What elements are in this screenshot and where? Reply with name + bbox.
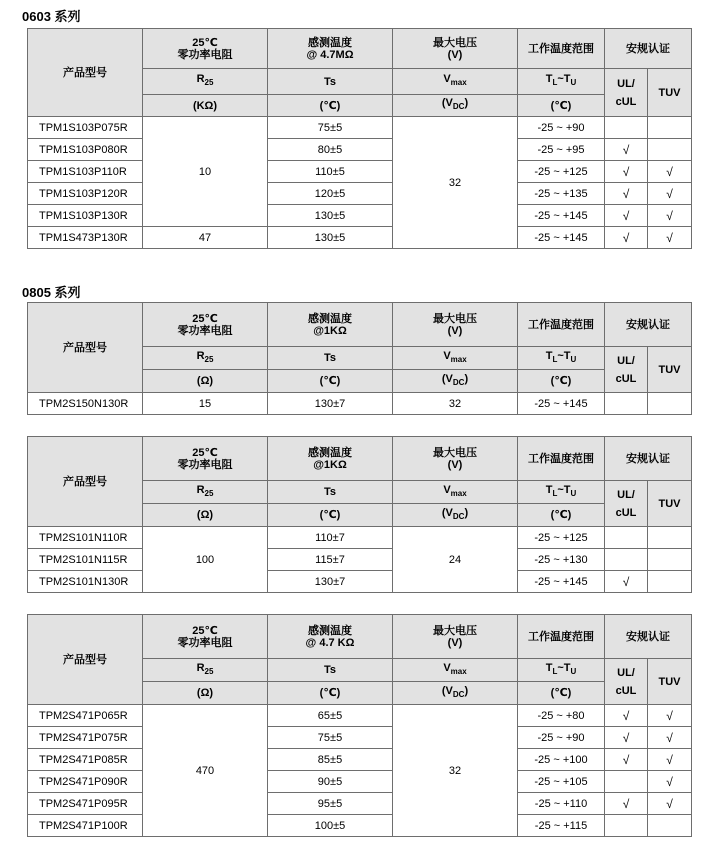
model-cell: TPM2S150N130R	[28, 393, 143, 415]
tuv-cell: √	[648, 771, 692, 793]
spec-table-0603	[27, 28, 692, 249]
header-unit-c2: (℃)	[518, 370, 605, 393]
vmax-value: 32	[393, 117, 518, 249]
tuv-cell: √	[648, 227, 692, 249]
table-row	[28, 771, 692, 793]
r25-value: 100	[143, 527, 268, 593]
header-operating-temp: 工作温度范围	[518, 437, 605, 481]
ul-cell: √	[605, 205, 648, 227]
table-row	[28, 393, 692, 415]
ts-cell: 120±5	[268, 183, 393, 205]
header-model: 产品型号	[28, 303, 143, 393]
header-sensing-temp: 感测温度 @1KΩ	[268, 303, 393, 347]
ul-cell: √	[605, 571, 648, 593]
header-unit-r: (Ω)	[143, 682, 268, 705]
temp-range-cell: -25 ~ +90	[518, 727, 605, 749]
header-tuv: TUV	[648, 659, 692, 705]
temp-range-cell: -25 ~ +90	[518, 117, 605, 139]
header-unit-c: (℃)	[268, 95, 393, 117]
table-row	[28, 205, 692, 227]
tuv-cell	[648, 117, 692, 139]
header-unit-c2: (℃)	[518, 504, 605, 527]
header-zero-power-resistance: 25℃ 零功率电阻	[143, 29, 268, 69]
tuv-cell: √	[648, 705, 692, 727]
header-vmax: $V_{max}$	[393, 69, 518, 95]
header-sensing-temp: 感测温度 @ 4.7 KΩ	[268, 615, 393, 659]
header-certification: 安规认证	[605, 437, 692, 481]
header-unit-vdc: $(V_{DC})$	[393, 504, 518, 527]
tuv-cell: √	[648, 161, 692, 183]
tuv-cell: √	[648, 205, 692, 227]
r25-value: 10	[143, 117, 268, 227]
ts-cell: 130±7	[268, 571, 393, 593]
temp-range-cell: -25 ~ +145	[518, 227, 605, 249]
table-row	[28, 705, 692, 727]
header-ul-cul: UL/ cUL	[605, 659, 648, 705]
section-title-0603: 0603 系列	[22, 9, 81, 24]
spec-table-0805-15	[27, 302, 692, 415]
r25-value: 15	[143, 393, 268, 415]
header-zero-power-resistance: 25℃ 零功率电阻	[143, 437, 268, 481]
header-tuv: TUV	[648, 347, 692, 393]
header-ts: Ts	[268, 481, 393, 504]
ts-cell: 115±7	[268, 549, 393, 571]
model-cell: TPM2S471P085R	[28, 749, 143, 771]
ts-cell: 65±5	[268, 705, 393, 727]
ul-cell	[605, 527, 648, 549]
temp-range-cell: -25 ~ +145	[518, 393, 605, 415]
header-model: 产品型号	[28, 29, 143, 117]
tuv-cell	[648, 527, 692, 549]
table-row	[28, 183, 692, 205]
header-unit-c2: (℃)	[518, 95, 605, 117]
header-unit-vdc: $(V_{DC})$	[393, 95, 518, 117]
model-cell: TPM2S471P100R	[28, 815, 143, 837]
tuv-cell	[648, 393, 692, 415]
header-ts: Ts	[268, 347, 393, 370]
header-tl-tu: $T_L\sim T_U$	[518, 69, 605, 95]
header-ts: Ts	[268, 659, 393, 682]
header-max-voltage: 最大电压 (V)	[393, 615, 518, 659]
model-cell: TPM1S103P075R	[28, 117, 143, 139]
table-row	[28, 117, 692, 139]
header-operating-temp: 工作温度范围	[518, 615, 605, 659]
ul-cell	[605, 393, 648, 415]
header-unit-r: (KΩ)	[143, 95, 268, 117]
model-cell: TPM2S471P075R	[28, 727, 143, 749]
model-cell: TPM2S471P095R	[28, 793, 143, 815]
table-row	[28, 815, 692, 837]
tuv-cell: √	[648, 727, 692, 749]
ul-cell: √	[605, 749, 648, 771]
model-cell: TPM2S471P090R	[28, 771, 143, 793]
header-model: 产品型号	[28, 615, 143, 705]
ts-cell: 110±7	[268, 527, 393, 549]
header-sensing-temp: 感测温度 @1KΩ	[268, 437, 393, 481]
header-zero-power-resistance: 25℃ 零功率电阻	[143, 303, 268, 347]
model-cell: TPM2S101N110R	[28, 527, 143, 549]
section-title-0805: 0805 系列	[22, 285, 81, 300]
header-certification: 安规认证	[605, 615, 692, 659]
ts-cell: 95±5	[268, 793, 393, 815]
table-row	[28, 227, 692, 249]
ul-cell	[605, 815, 648, 837]
ul-cell: √	[605, 161, 648, 183]
table-row	[28, 749, 692, 771]
temp-range-cell: -25 ~ +145	[518, 571, 605, 593]
ul-cell	[605, 771, 648, 793]
tuv-cell: √	[648, 793, 692, 815]
header-unit-c: (℃)	[268, 504, 393, 527]
table-row	[28, 549, 692, 571]
ul-cell	[605, 117, 648, 139]
header-unit-r: (Ω)	[143, 370, 268, 393]
ts-cell: 130±5	[268, 227, 393, 249]
header-operating-temp: 工作温度范围	[518, 303, 605, 347]
header-tl-tu: $T_L\sim T_U$	[518, 481, 605, 504]
header-model: 产品型号	[28, 437, 143, 527]
header-r25: $R_{25}$	[143, 69, 268, 95]
header-r25: $R_{25}$	[143, 347, 268, 370]
ts-cell: 90±5	[268, 771, 393, 793]
model-cell: TPM1S103P110R	[28, 161, 143, 183]
table-row	[28, 161, 692, 183]
temp-range-cell: -25 ~ +115	[518, 815, 605, 837]
vmax-value: 24	[393, 527, 518, 593]
header-vmax: $V_{max}$	[393, 659, 518, 682]
header-unit-c: (℃)	[268, 370, 393, 393]
ul-cell: √	[605, 139, 648, 161]
temp-range-cell: -25 ~ +100	[518, 749, 605, 771]
temp-range-cell: -25 ~ +145	[518, 205, 605, 227]
table-row	[28, 527, 692, 549]
ul-cell: √	[605, 183, 648, 205]
header-vmax: $V_{max}$	[393, 347, 518, 370]
temp-range-cell: -25 ~ +130	[518, 549, 605, 571]
header-max-voltage: 最大电压 (V)	[393, 29, 518, 69]
temp-range-cell: -25 ~ +135	[518, 183, 605, 205]
header-tl-tu: $T_L\sim T_U$	[518, 347, 605, 370]
ul-cell: √	[605, 705, 648, 727]
temp-range-cell: -25 ~ +125	[518, 527, 605, 549]
header-unit-vdc: $(V_{DC})$	[393, 682, 518, 705]
tuv-cell	[648, 815, 692, 837]
ts-cell: 100±5	[268, 815, 393, 837]
header-unit-r: (Ω)	[143, 504, 268, 527]
temp-range-cell: -25 ~ +105	[518, 771, 605, 793]
model-cell: TPM1S473P130R	[28, 227, 143, 249]
header-ul-cul: UL/ cUL	[605, 481, 648, 527]
header-certification: 安规认证	[605, 303, 692, 347]
ts-cell: 75±5	[268, 727, 393, 749]
temp-range-cell: -25 ~ +110	[518, 793, 605, 815]
header-ts: Ts	[268, 69, 393, 95]
header-r25: $R_{25}$	[143, 659, 268, 682]
tuv-cell: √	[648, 749, 692, 771]
tuv-cell	[648, 571, 692, 593]
table-row	[28, 793, 692, 815]
header-unit-vdc: $(V_{DC})$	[393, 370, 518, 393]
r25-value: 470	[143, 705, 268, 837]
spec-table-0805-100	[27, 436, 692, 593]
header-sensing-temp: 感测温度 @ 4.7MΩ	[268, 29, 393, 69]
ts-cell: 80±5	[268, 139, 393, 161]
header-certification: 安规认证	[605, 29, 692, 69]
header-vmax: $V_{max}$	[393, 481, 518, 504]
table-row	[28, 727, 692, 749]
header-unit-c: (℃)	[268, 682, 393, 705]
spec-table-0805-470	[27, 614, 692, 837]
tuv-cell	[648, 549, 692, 571]
r25-value: 47	[143, 227, 268, 249]
ul-cell: √	[605, 793, 648, 815]
model-cell: TPM1S103P130R	[28, 205, 143, 227]
ts-cell: 130±7	[268, 393, 393, 415]
header-max-voltage: 最大电压 (V)	[393, 437, 518, 481]
temp-range-cell: -25 ~ +80	[518, 705, 605, 727]
header-zero-power-resistance: 25℃ 零功率电阻	[143, 615, 268, 659]
header-ul-cul: UL/ cUL	[605, 69, 648, 117]
tuv-cell: √	[648, 183, 692, 205]
vmax-value: 32	[393, 393, 518, 415]
ul-cell: √	[605, 727, 648, 749]
model-cell: TPM1S103P080R	[28, 139, 143, 161]
ul-cell: √	[605, 227, 648, 249]
ts-cell: 85±5	[268, 749, 393, 771]
ts-cell: 75±5	[268, 117, 393, 139]
ts-cell: 130±5	[268, 205, 393, 227]
header-unit-c2: (℃)	[518, 682, 605, 705]
header-tuv: TUV	[648, 481, 692, 527]
header-ul-cul: UL/ cUL	[605, 347, 648, 393]
temp-range-cell: -25 ~ +125	[518, 161, 605, 183]
ts-cell: 110±5	[268, 161, 393, 183]
table-row	[28, 139, 692, 161]
tuv-cell	[648, 139, 692, 161]
header-tl-tu: $T_L\sim T_U$	[518, 659, 605, 682]
model-cell: TPM1S103P120R	[28, 183, 143, 205]
header-operating-temp: 工作温度范围	[518, 29, 605, 69]
header-max-voltage: 最大电压 (V)	[393, 303, 518, 347]
header-r25: $R_{25}$	[143, 481, 268, 504]
ul-cell	[605, 549, 648, 571]
header-tuv: TUV	[648, 69, 692, 117]
table-row	[28, 571, 692, 593]
vmax-value: 32	[393, 705, 518, 837]
model-cell: TPM2S101N130R	[28, 571, 143, 593]
temp-range-cell: -25 ~ +95	[518, 139, 605, 161]
model-cell: TPM2S101N115R	[28, 549, 143, 571]
model-cell: TPM2S471P065R	[28, 705, 143, 727]
